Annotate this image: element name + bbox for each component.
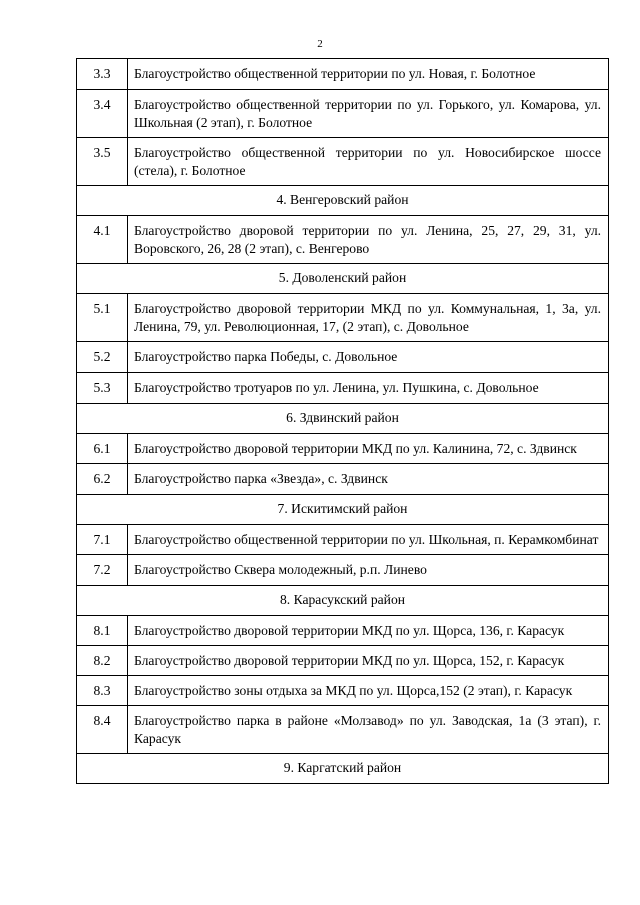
section-title: 6. Здвинский район <box>77 404 609 434</box>
section-row <box>77 404 609 434</box>
section-row <box>77 754 609 784</box>
item-description: Благоустройство общественной территории по ул. Горького, ул. Комарова, ул. Школьная (2 этап), г. Болотное <box>128 90 609 138</box>
page-number: 2 <box>317 38 323 50</box>
item-number: 8.1 <box>77 616 128 646</box>
section-title: 8. Карасукский район <box>77 586 609 616</box>
item-number: 3.5 <box>77 138 128 186</box>
table-row <box>77 434 609 464</box>
item-number: 6.1 <box>77 434 128 464</box>
item-description: Благоустройство дворовой территории МКД по ул. Коммунальная, 1, 3а, ул. Ленина, 79, ул. Революционная, 17, (2 этап), с. Довольное <box>128 294 609 342</box>
table-row <box>77 373 609 404</box>
section-title: 5. Доволенский район <box>77 264 609 294</box>
item-number: 7.1 <box>77 525 128 555</box>
item-description: Благоустройство парка Победы, с. Довольное <box>128 342 609 373</box>
item-number: 3.4 <box>77 90 128 138</box>
section-title: 9. Каргатский район <box>77 754 609 784</box>
table-row <box>77 646 609 676</box>
table-row <box>77 464 609 495</box>
item-description: Благоустройство зоны отдыха за МКД по ул. Щорса,152 (2 этап), г. Карасук <box>128 676 609 706</box>
item-description: Благоустройство Сквера молодежный, р.п. Линево <box>128 555 609 586</box>
section-row <box>77 264 609 294</box>
item-description: Благоустройство парка в районе «Молзавод» по ул. Заводская, 1а (3 этап), г. Карасук <box>128 706 609 754</box>
item-number: 8.4 <box>77 706 128 754</box>
item-description: Благоустройство парка «Звезда», с. Здвинск <box>128 464 609 495</box>
item-description: Благоустройство общественной территории по ул. Новая, г. Болотное <box>128 59 609 90</box>
table-row <box>77 525 609 555</box>
table-row <box>77 90 609 138</box>
table-row <box>77 216 609 264</box>
item-number: 8.2 <box>77 646 128 676</box>
item-description: Благоустройство дворовой территории МКД по ул. Щорса, 152, г. Карасук <box>128 646 609 676</box>
item-number: 5.1 <box>77 294 128 342</box>
projects-table <box>76 58 609 784</box>
section-row <box>77 586 609 616</box>
item-description: Благоустройство общественной территории по ул. Новосибирское шоссе (стела), г. Болотное <box>128 138 609 186</box>
table-row <box>77 342 609 373</box>
table-row <box>77 294 609 342</box>
item-description: Благоустройство дворовой территории МКД по ул. Щорса, 136, г. Карасук <box>128 616 609 646</box>
section-title: 4. Венгеровский район <box>77 186 609 216</box>
section-row <box>77 495 609 525</box>
item-number: 6.2 <box>77 464 128 495</box>
item-number: 5.3 <box>77 373 128 404</box>
table-row <box>77 59 609 90</box>
item-description: Благоустройство тротуаров по ул. Ленина, ул. Пушкина, с. Довольное <box>128 373 609 404</box>
table-row <box>77 616 609 646</box>
item-number: 8.3 <box>77 676 128 706</box>
section-row <box>77 186 609 216</box>
item-number: 3.3 <box>77 59 128 90</box>
table-row <box>77 138 609 186</box>
item-description: Благоустройство общественной территории по ул. Школьная, п. Керамкомбинат <box>128 525 609 555</box>
item-number: 7.2 <box>77 555 128 586</box>
item-number: 4.1 <box>77 216 128 264</box>
item-description: Благоустройство дворовой территории МКД по ул. Калинина, 72, с. Здвинск <box>128 434 609 464</box>
section-title: 7. Искитимский район <box>77 495 609 525</box>
item-number: 5.2 <box>77 342 128 373</box>
table-row <box>77 676 609 706</box>
table-row <box>77 706 609 754</box>
table-row <box>77 555 609 586</box>
item-description: Благоустройство дворовой территории по ул. Ленина, 25, 27, 29, 31, ул. Воровского, 26, 28 (2 этап), с. Венгерово <box>128 216 609 264</box>
